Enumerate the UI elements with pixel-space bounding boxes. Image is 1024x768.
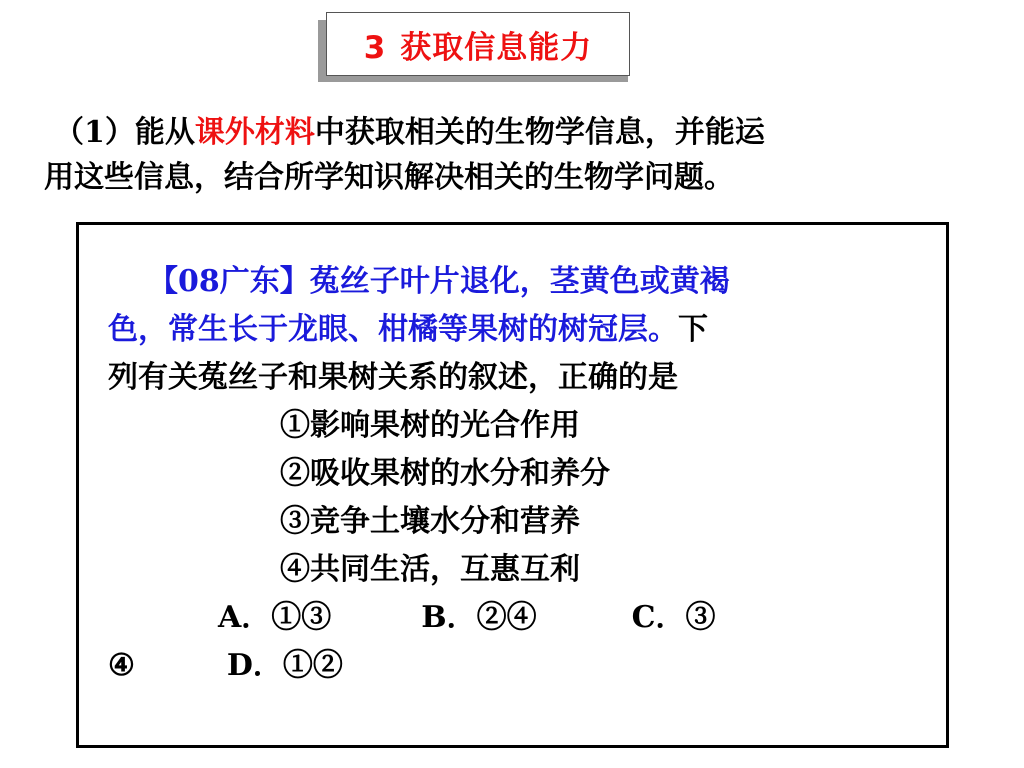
stem-tail: 下: [678, 312, 708, 347]
title-number: 3: [363, 29, 387, 66]
statement-4: ④共同生活，互惠互利: [280, 552, 580, 587]
intro-prefix: （1）能从: [54, 115, 195, 150]
title-box: [326, 12, 630, 76]
question-line-1: [108, 258, 928, 306]
options-line-2: [108, 642, 928, 690]
question-stem: 列有关菟丝子和果树关系的叙述，正确的是: [108, 360, 678, 395]
intro-line-1: [44, 110, 994, 155]
question-text: [108, 258, 928, 690]
passage-line-2: 色，常生长于龙眼、柑橘等果树的树冠层。: [108, 312, 678, 347]
statement-3: ③竞争土壤水分和营养: [280, 504, 580, 539]
slide-title: [364, 22, 593, 67]
question-line-2: [108, 306, 928, 354]
intro-line-2: 用这些信息，结合所学知识解决相关的生物学问题。: [44, 160, 734, 195]
statement-1: ①影响果树的光合作用: [280, 408, 580, 443]
statement-2: ②吸收果树的水分和养分: [280, 456, 610, 491]
option-c: C．③: [631, 600, 716, 635]
option-b: B．②④: [421, 600, 537, 635]
option-a: A．①③: [218, 600, 332, 635]
passage-line-1: 菟丝子叶片退化，茎黄色或黄褐: [309, 264, 730, 299]
intro-paragraph: [44, 110, 994, 200]
option-d: D．①②: [226, 648, 343, 683]
intro-highlight: 课外材料: [194, 115, 315, 150]
option-c-wrap: ④: [108, 648, 135, 683]
options-line-1: [108, 594, 928, 642]
intro-suffix: 中获取相关的生物学信息，并能运: [314, 115, 765, 150]
question-source: 【08广东】: [148, 264, 310, 299]
title-label: 获取信息能力: [400, 29, 593, 66]
